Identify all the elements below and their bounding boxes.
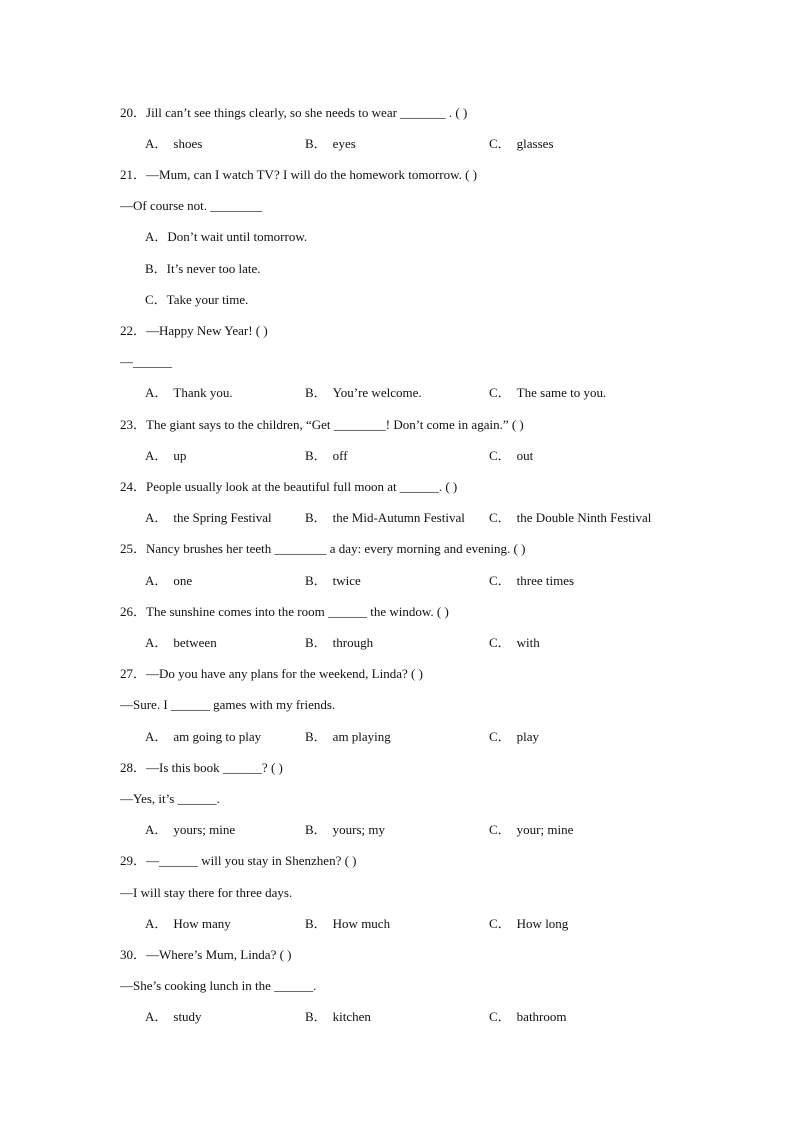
option-a[interactable]: A． one: [145, 573, 193, 588]
question-stem: Jill can’t see things clearly, so she needs to wear _______ . ( ): [146, 105, 468, 120]
answer-line-28: —Yes, it’s ______.: [120, 791, 220, 806]
question-stem: —Where’s Mum, Linda? ( ): [146, 947, 292, 962]
question-stem: —Mum, can I watch TV? I will do the homework tomorrow. ( ): [146, 167, 478, 182]
question-number: 25．: [120, 541, 147, 556]
question-25: [120, 541, 525, 557]
options-23: [145, 448, 745, 464]
option-b[interactable]: B．It’s never too late.: [145, 261, 261, 276]
option-a[interactable]: A．Don’t wait until tomorrow.: [145, 229, 308, 244]
question-number: 30．: [120, 947, 147, 962]
question-27: [120, 666, 423, 682]
question-number: 29．: [120, 853, 147, 868]
question-28: [120, 760, 283, 776]
option-c[interactable]: C． with: [489, 635, 540, 650]
question-number: 26．: [120, 604, 147, 619]
question-21: [120, 167, 477, 183]
question-stem: —Is this book ______? ( ): [146, 760, 283, 775]
option-c[interactable]: C．Take your time.: [145, 292, 249, 307]
question-number: 21．: [120, 167, 147, 182]
option-b[interactable]: B． the Mid-Autumn Festival: [305, 510, 465, 525]
option-c[interactable]: C． glasses: [489, 136, 554, 151]
option-b[interactable]: B． yours; my: [305, 822, 386, 837]
question-stem: Nancy brushes her teeth ________ a day: every morning and evening. ( ): [146, 541, 526, 556]
option-b[interactable]: B． through: [305, 635, 374, 650]
question-number: 20．: [120, 105, 147, 120]
answer-line-30: —She’s cooking lunch in the ______.: [120, 978, 317, 993]
answer-line-27: —Sure. I ______ games with my friends.: [120, 697, 336, 712]
option-c[interactable]: C． three times: [489, 573, 575, 588]
question-29: [120, 853, 357, 869]
question-number: 27．: [120, 666, 147, 681]
option-b[interactable]: B． am playing: [305, 729, 391, 744]
option-c[interactable]: C． bathroom: [489, 1009, 567, 1024]
question-number: 28．: [120, 760, 147, 775]
question-22: [120, 323, 268, 339]
option-a[interactable]: A． How many: [145, 916, 231, 931]
option-b[interactable]: B． off: [305, 448, 348, 463]
options-27: [145, 729, 745, 745]
question-stem: The giant says to the children, “Get ________! Don’t come in again.” ( ): [146, 417, 524, 432]
option-c[interactable]: C． out: [489, 448, 534, 463]
option-a[interactable]: A． study: [145, 1009, 202, 1024]
option-b[interactable]: B． eyes: [305, 136, 356, 151]
question-stem: —______ will you stay in Shenzhen? ( ): [146, 853, 357, 868]
options-28: [145, 822, 745, 838]
option-a[interactable]: A． am going to play: [145, 729, 262, 744]
question-23: [120, 417, 524, 433]
options-25: [145, 573, 745, 589]
answer-line-22: —______: [120, 354, 172, 369]
question-number: 24．: [120, 479, 147, 494]
option-a[interactable]: A． up: [145, 448, 187, 463]
answer-line-21: —Of course not. ________: [120, 198, 263, 213]
option-a[interactable]: A． between: [145, 635, 217, 650]
question-number: 23．: [120, 417, 147, 432]
options-24: [145, 510, 745, 526]
question-30: [120, 947, 292, 963]
question-number: 22．: [120, 323, 147, 338]
answer-line-29: —I will stay there for three days.: [120, 885, 293, 900]
question-stem: People usually look at the beautiful full moon at ______. ( ): [146, 479, 458, 494]
option-b[interactable]: B． twice: [305, 573, 361, 588]
option-c[interactable]: C． play: [489, 729, 540, 744]
options-20: [145, 136, 745, 152]
option-b[interactable]: B． How much: [305, 916, 391, 931]
option-c[interactable]: C． the Double Ninth Festival: [489, 510, 652, 525]
question-stem: The sunshine comes into the room ______ the window. ( ): [146, 604, 449, 619]
option-b[interactable]: B． You’re welcome.: [305, 385, 422, 400]
option-c[interactable]: C． your; mine: [489, 822, 574, 837]
question-20: [120, 105, 467, 121]
question-stem: —Do you have any plans for the weekend, Linda? ( ): [146, 666, 423, 681]
options-26: [145, 635, 745, 651]
option-a[interactable]: A． shoes: [145, 136, 203, 151]
option-b[interactable]: B． kitchen: [305, 1009, 371, 1024]
option-c[interactable]: C． The same to you.: [489, 385, 607, 400]
question-26: [120, 604, 449, 620]
options-22: [145, 385, 745, 401]
option-a[interactable]: A． the Spring Festival: [145, 510, 272, 525]
question-stem: —Happy New Year! ( ): [146, 323, 268, 338]
question-24: [120, 479, 457, 495]
options-29: [145, 916, 745, 932]
option-a[interactable]: A． yours; mine: [145, 822, 236, 837]
option-c[interactable]: C． How long: [489, 916, 569, 931]
option-a[interactable]: A． Thank you.: [145, 385, 233, 400]
options-30: [145, 1009, 745, 1025]
